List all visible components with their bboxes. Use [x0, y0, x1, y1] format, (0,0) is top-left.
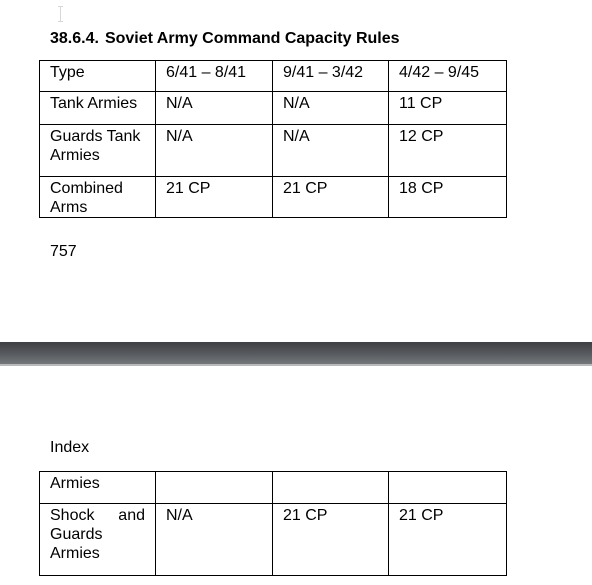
table-cell: 21 CP [389, 504, 507, 576]
table-cell [389, 472, 507, 504]
table-row [40, 472, 507, 504]
table-cell: 21 CP [273, 177, 389, 218]
section-number: 38.6.4. [50, 30, 99, 47]
table-cell: 11 CP [389, 92, 507, 125]
table-cell: Armies [40, 472, 156, 504]
table-cell: 12 CP [389, 125, 507, 177]
index-label: Index [50, 439, 90, 456]
table-header-row [40, 61, 507, 92]
table-cell: N/A [273, 92, 389, 125]
table-cell: N/A [156, 125, 273, 177]
header-cell-period-3: 4/42 – 9/45 [389, 61, 507, 92]
section-heading [50, 30, 400, 48]
table-cell: Guards Tank Armies [40, 125, 156, 177]
table-row [40, 125, 507, 177]
table-row [40, 504, 507, 576]
table-cell [156, 472, 273, 504]
header-cell-type: Type [40, 61, 156, 92]
header-cell-period-1: 6/41 – 8/41 [156, 61, 273, 92]
header-cell-period-2: 9/41 – 3/42 [273, 61, 389, 92]
page-separator [0, 342, 592, 366]
table-cell: 21 CP [156, 177, 273, 218]
table-cell: N/A [273, 125, 389, 177]
table-cell: Shock and Guards Armies [40, 504, 156, 576]
table-cell [273, 472, 389, 504]
table-cell: Tank Armies [40, 92, 156, 125]
command-capacity-table [39, 60, 507, 218]
table-cell: 21 CP [273, 504, 389, 576]
section-title-text: Soviet Army Command Capacity Rules [104, 30, 400, 47]
page-number: 757 [50, 243, 77, 260]
table-row [40, 177, 507, 218]
table-row [40, 92, 507, 125]
armies-table [39, 471, 507, 576]
table-cell: Combined Arms [40, 177, 156, 218]
table-cell: N/A [156, 504, 273, 576]
text-cursor-icon [60, 6, 61, 22]
table-cell: 18 CP [389, 177, 507, 218]
table-cell: N/A [156, 92, 273, 125]
